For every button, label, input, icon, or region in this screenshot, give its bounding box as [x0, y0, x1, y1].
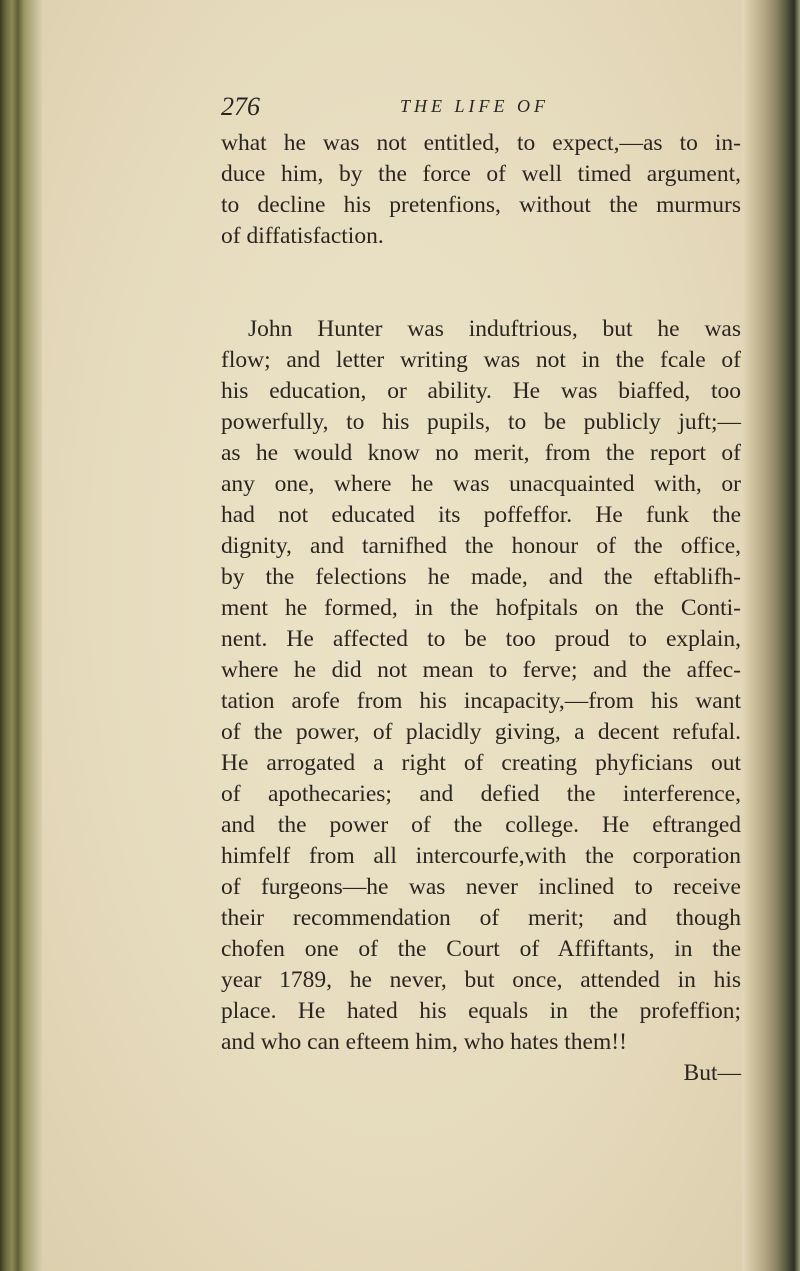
- text-line: and who can efteem him, who hates them!!: [221, 1029, 627, 1055]
- text-line: and the power of the college. He eftranged: [221, 812, 741, 838]
- page-edge: [742, 0, 800, 1271]
- text-line: place. He hated his equals in the profeffion;: [221, 998, 741, 1024]
- text-line: duce him, by the force of well timed argument,: [221, 161, 741, 187]
- running-title: THE LIFE OF: [400, 96, 549, 116]
- text-line: He arrogated a right of creating phyficians out: [221, 750, 741, 776]
- text-line: John Hunter was induftrious, but he was: [248, 316, 741, 342]
- text-line: as he would know no merit, from the report of: [221, 440, 741, 466]
- text-line: of apothecaries; and defied the interference,: [221, 781, 741, 807]
- catchword: But—: [683, 1060, 741, 1086]
- text-line: nent. He affected to be too proud to explain,: [221, 626, 741, 652]
- text-line: any one, where he was unacquainted with, or: [221, 471, 741, 497]
- text-line: himfelf from all intercourfe,with the corporation: [221, 843, 741, 869]
- text-line: powerfully, to his pupils, to be publicly juft;—: [221, 409, 741, 435]
- text-line: flow; and letter writing was not in the fcale of: [221, 347, 741, 373]
- paragraph-1: [221, 128, 741, 252]
- text-line: chofen one of the Court of Affiftants, in the: [221, 936, 741, 962]
- text-line: dignity, and tarnifhed the honour of the office,: [221, 533, 741, 559]
- text-line: ment he formed, in the hofpitals on the Conti-: [221, 595, 741, 621]
- text-line: to decline his pretenfions, without the murmurs: [221, 192, 741, 218]
- paragraph-2: [221, 314, 741, 1089]
- text-line: had not educated its poffeffor. He funk the: [221, 502, 741, 528]
- page-header: [0, 92, 800, 122]
- text-line: of the power, of placidly giving, a decent refufal.: [221, 719, 741, 745]
- text-line: what he was not entitled, to expect,—as to in-: [221, 130, 741, 156]
- text-line: his education, or ability. He was biaffed, too: [221, 378, 741, 404]
- text-line: tation arofe from his incapacity,—from his want: [221, 688, 741, 714]
- text-line: their recommendation of merit; and though: [221, 905, 741, 931]
- page-number: 276: [221, 92, 260, 121]
- text-line: by the felections he made, and the eftablifh-: [221, 564, 741, 590]
- binding-edge: [0, 0, 42, 1271]
- text-line: year 1789, he never, but once, attended in his: [221, 967, 741, 993]
- text-line: of diffatisfaction.: [221, 223, 384, 249]
- text-line: where he did not mean to ferve; and the affec-: [221, 657, 741, 683]
- text-line: of furgeons—he was never inclined to receive: [221, 874, 741, 900]
